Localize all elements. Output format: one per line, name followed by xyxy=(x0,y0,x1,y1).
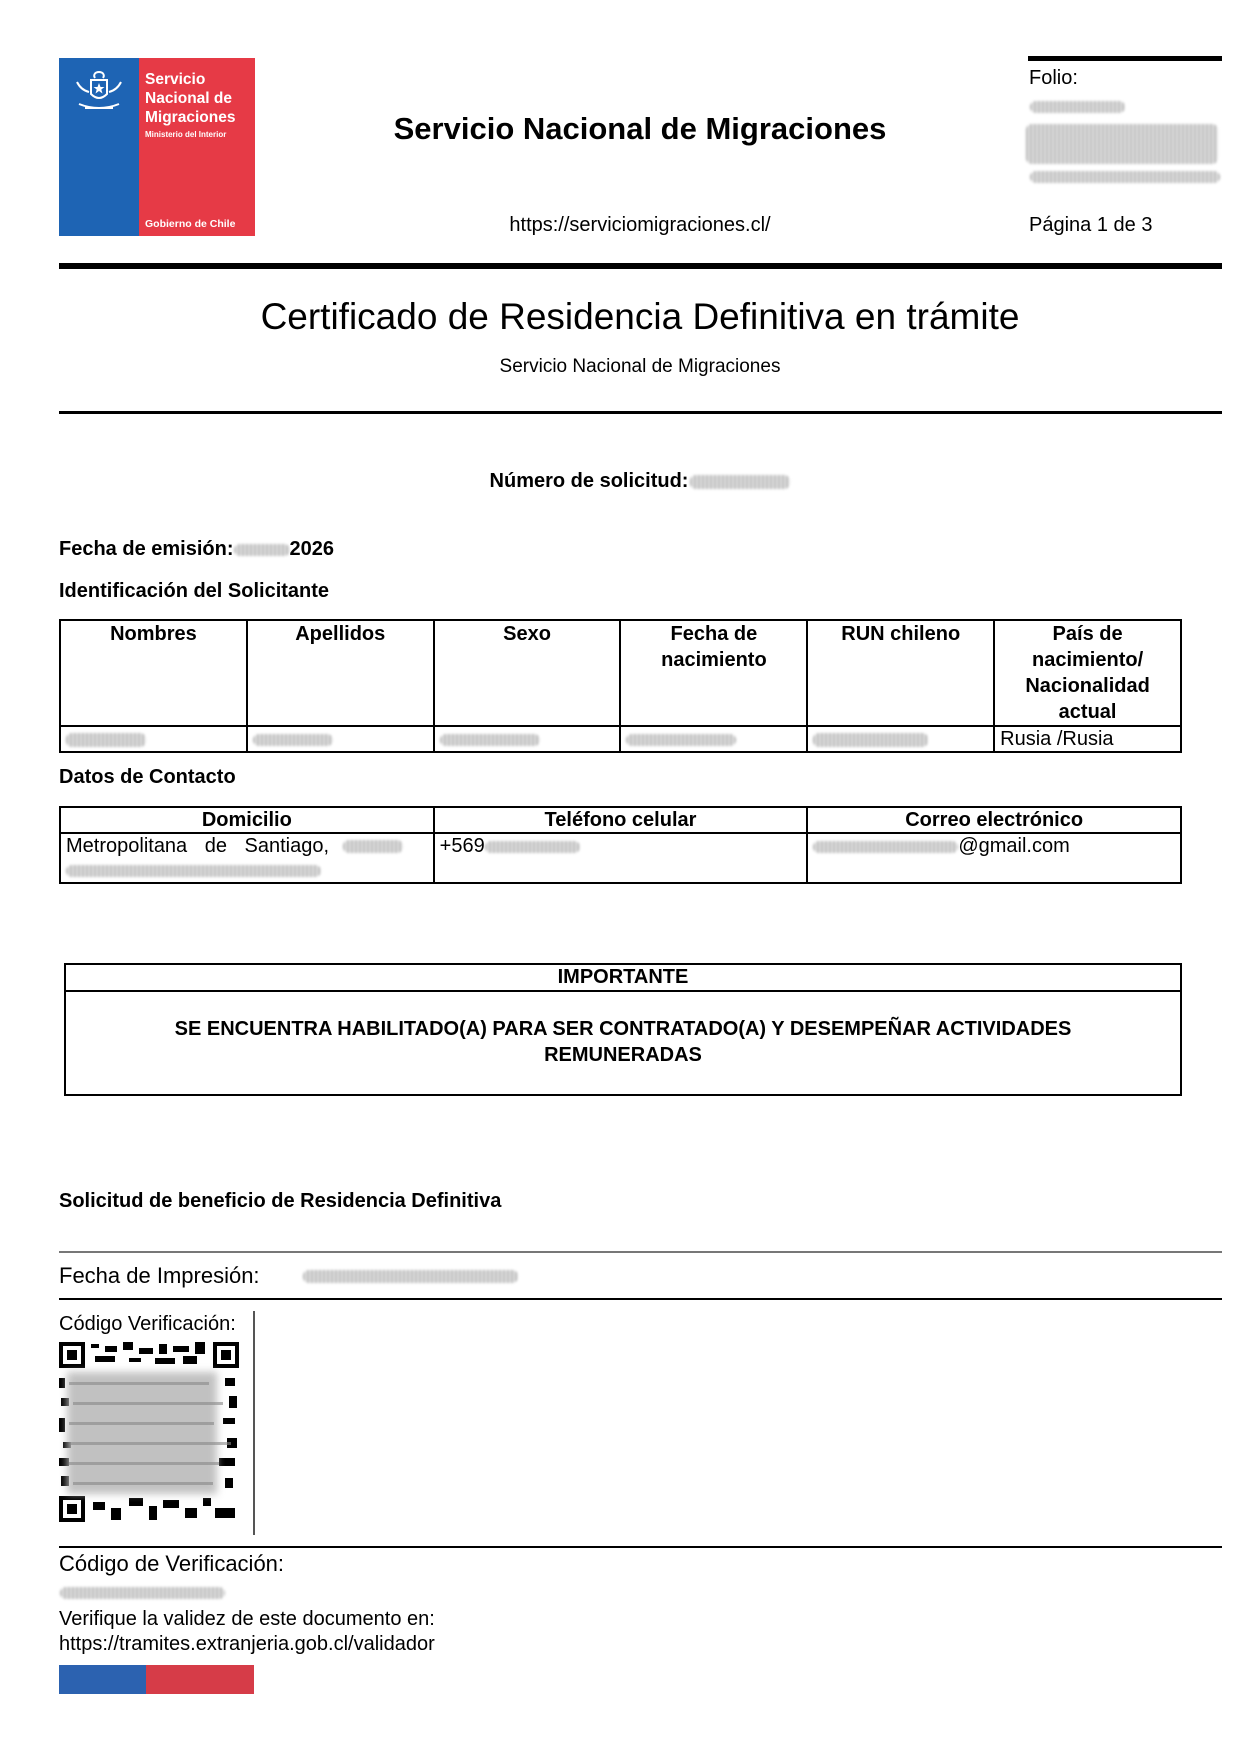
verification-qr-code xyxy=(59,1342,239,1522)
folio-redacted-1 xyxy=(1030,101,1125,113)
qr-label: Código Verificación: xyxy=(59,1313,236,1335)
logo-ministry: Ministerio del Interior xyxy=(145,130,227,139)
applicant-header-row xyxy=(60,620,1181,726)
issue-date-year: 2026 xyxy=(289,538,334,560)
col-correo: Correo electrónico xyxy=(807,807,1181,833)
logo-red-panel xyxy=(139,58,255,236)
folio-redacted-2 xyxy=(1030,171,1220,183)
logo-blue-panel xyxy=(59,58,139,236)
redacted-value xyxy=(66,865,321,877)
verify-instructions: Verifique la validez de este documento en: xyxy=(59,1608,435,1630)
important-notice-heading: IMPORTANTE xyxy=(66,965,1180,992)
qr-vertical-divider xyxy=(253,1311,255,1535)
redacted-value xyxy=(253,734,333,746)
contact-table xyxy=(59,806,1182,884)
cell-telefono xyxy=(434,833,808,883)
logo-title-line-2: Nacional de xyxy=(145,90,232,107)
chile-flag-bar xyxy=(59,1665,254,1694)
important-notice-box xyxy=(64,963,1182,1096)
col-pais-nacionalidad: País de nacimiento/ Nacionalidad actual xyxy=(994,620,1181,726)
cell-domicilio xyxy=(60,833,434,883)
col-nombres: Nombres xyxy=(60,620,247,726)
verify-url-link[interactable]: https://tramites.extranjeria.gob.cl/validador xyxy=(59,1633,435,1655)
table-row xyxy=(60,726,1181,752)
request-number xyxy=(0,470,1240,493)
verification-code-redacted xyxy=(60,1587,225,1599)
page-indicator: Página 1 de 3 xyxy=(1029,214,1153,236)
cell-fecha-nacimiento xyxy=(620,726,807,752)
coat-of-arms-icon xyxy=(71,68,127,114)
issue-date-label: Fecha de emisión: xyxy=(59,538,234,560)
folio-label: Folio: xyxy=(1029,67,1078,89)
footer-divider-2 xyxy=(59,1298,1222,1300)
document-title: Certificado de Residencia Definitiva en trámite xyxy=(260,296,1020,337)
email-suffix: @gmail.com xyxy=(958,835,1070,857)
redacted-value xyxy=(626,734,736,746)
cell-apellidos xyxy=(247,726,434,752)
redacted-value xyxy=(343,840,403,853)
redacted-value xyxy=(813,733,928,747)
contact-header-row xyxy=(60,807,1181,833)
print-date-redacted xyxy=(303,1270,518,1283)
applicant-table xyxy=(59,619,1182,753)
verification-code-label: Código de Verificación: xyxy=(59,1551,285,1576)
title-divider xyxy=(59,411,1222,414)
redacted-value xyxy=(66,733,146,747)
address-visible: Metropolitana de Santiago, xyxy=(66,835,330,857)
folio-barcode-redacted xyxy=(1026,124,1218,164)
redacted-value xyxy=(485,841,580,853)
cell-nacionalidad: Rusia /Rusia xyxy=(994,726,1181,752)
logo-title-line-3: Migraciones xyxy=(145,109,236,126)
footer-divider-1 xyxy=(59,1251,1222,1253)
redacted-value xyxy=(813,841,958,853)
logo-title-line-1: Servicio xyxy=(145,71,206,88)
request-number-redacted xyxy=(690,475,790,489)
header-divider xyxy=(59,263,1222,269)
col-apellidos: Apellidos xyxy=(247,620,434,726)
benefit-title: Solicitud de beneficio de Residencia Definitiva xyxy=(59,1190,502,1212)
col-run: RUN chileno xyxy=(807,620,994,726)
cell-run xyxy=(807,726,994,752)
phone-prefix: +569 xyxy=(439,835,485,857)
col-sexo: Sexo xyxy=(434,620,621,726)
document-subtitle: Servicio Nacional de Migraciones xyxy=(499,356,781,377)
header-url[interactable]: https://serviciomigraciones.cl/ xyxy=(509,214,771,236)
table-row xyxy=(60,833,1181,883)
col-telefono: Teléfono celular xyxy=(434,807,808,833)
col-domicilio: Domicilio xyxy=(60,807,434,833)
cell-nombres xyxy=(60,726,247,752)
important-notice-body: SE ENCUENTRA HABILITADO(A) PARA SER CONTRATADO(A) Y DESEMPEÑAR ACTIVIDADES REMUNERADAS xyxy=(174,1018,1072,1066)
issue-date xyxy=(59,538,334,561)
request-number-label: Número de solicitud: xyxy=(489,470,689,492)
issue-date-redacted xyxy=(234,544,290,556)
redacted-value xyxy=(440,734,540,746)
footer-divider-3 xyxy=(59,1546,1222,1548)
folio-top-rule xyxy=(1028,56,1222,61)
print-date-label: Fecha de Impresión: xyxy=(59,1263,260,1288)
institution-logo xyxy=(59,58,255,236)
flag-blue-segment xyxy=(59,1665,146,1694)
header-title: Servicio Nacional de Migraciones xyxy=(393,111,887,146)
col-fecha-nacimiento: Fecha de nacimiento xyxy=(620,620,807,726)
cell-correo xyxy=(807,833,1181,883)
flag-red-segment xyxy=(146,1665,254,1694)
contact-section-title: Datos de Contacto xyxy=(59,766,236,788)
cell-sexo xyxy=(434,726,621,752)
logo-government: Gobierno de Chile xyxy=(145,218,236,230)
applicant-section-title: Identificación del Solicitante xyxy=(59,580,330,602)
